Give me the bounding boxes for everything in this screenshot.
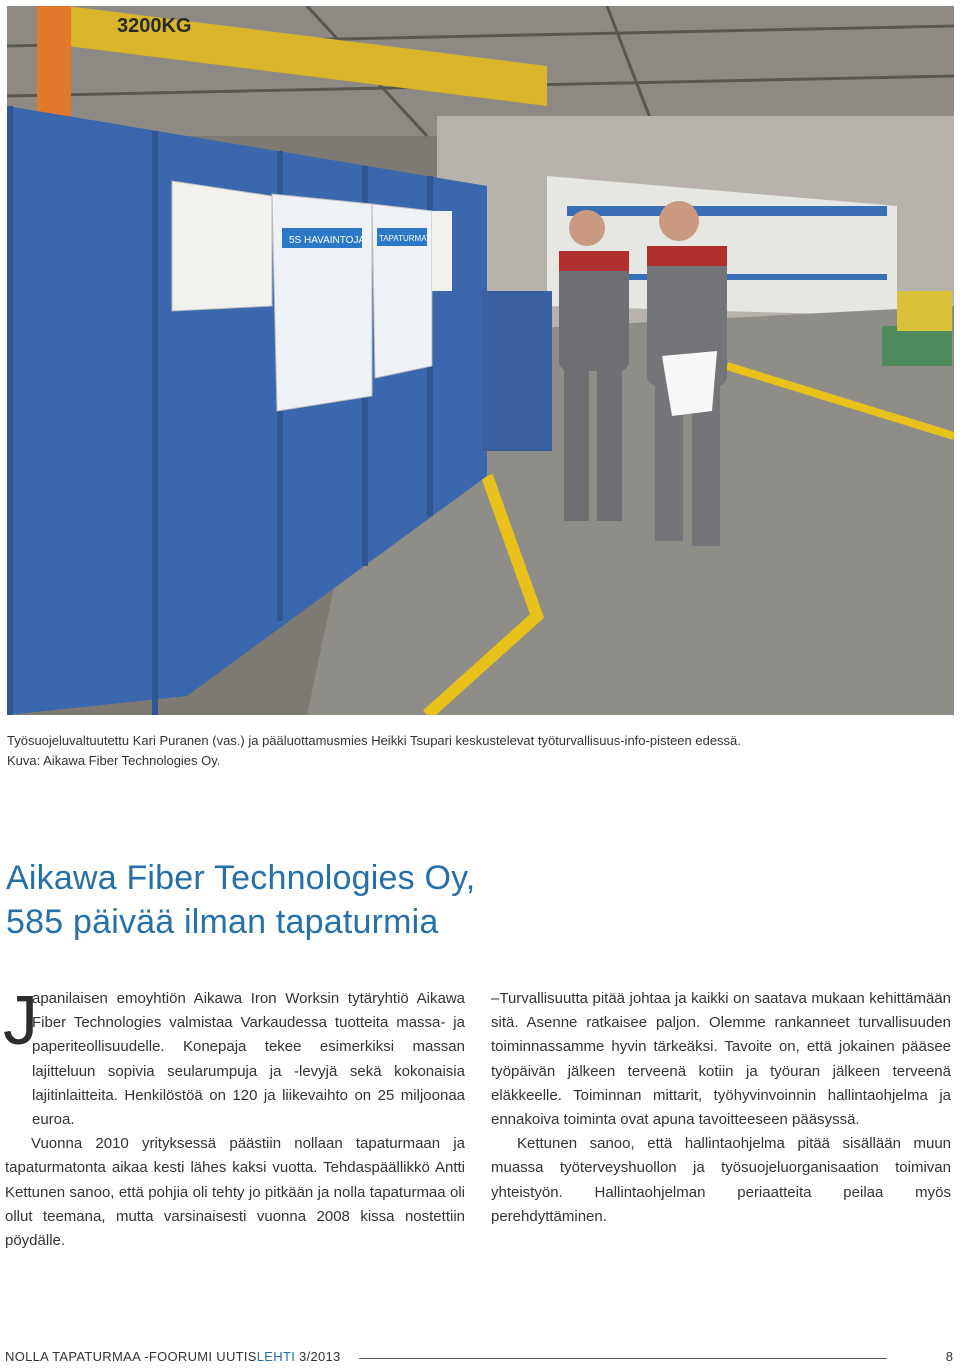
magazine-name — [5, 1349, 341, 1365]
paragraph-2: Vuonna 2010 yrityksessä päästiin nollaan tapaturmaan ja tapaturmatonta aikaa kesti lähes kaksi vuotta. Tehdaspäällikkö Antti Kettunen sanoo, että pohjia oli tehty jo pitkään ja nolla tapaturmaa oli ollut teemana, mutta varsinaisesti vuonna 2008 kissa nostettiin pöydälle. — [5, 1135, 465, 1250]
lead-paragraph-wrap — [3, 981, 465, 1132]
green-machine — [882, 326, 952, 366]
footer-rule — [359, 1358, 887, 1359]
article-headline — [6, 856, 706, 944]
page-number: 8 — [945, 1349, 953, 1364]
page-footer — [5, 1348, 957, 1368]
drop-cap: J — [3, 981, 38, 1059]
poster-tapaturmat-title: TAPATURMAT — [379, 234, 431, 243]
magazine-prefix: NOLLA TAPATURMAA -FOORUMI — [5, 1349, 217, 1364]
magazine-uutis: UUTIS — [216, 1349, 257, 1364]
poster-floorplan — [172, 181, 272, 311]
article-column-right — [491, 987, 951, 1229]
magazine-lehti: LEHTI — [256, 1349, 296, 1364]
paragraph-4: Kettunen sanoo, että hallintaohjelma pitää sisällään muun muassa työterveyshuollon ja työsuojeluorganisaation toimivan yhteistyön. Hallintaohjelman periaatteita peilaa myös perehdyttäminen. — [491, 1135, 951, 1225]
article-column-left — [3, 981, 465, 1253]
container-stripe — [567, 206, 887, 216]
lead-paragraph: apanilaisen emoyhtiön Aikawa Iron Worksin tytäryhtiö Aikawa Fiber Technologies valmistaa Varkaudessa tuotteita massa- ja paperiteollisuudelle. Konepaja tekee esimerkiksi massan lajitteluun sopivia seularumpuja ja -levyjä sekä kokonaisia lajitinlaitteita. Henkilöstöä on 120 ja liikevaihto on 25 miljoonaa euroa. — [32, 990, 465, 1129]
article-photo — [7, 6, 954, 715]
blue-cabinet — [482, 291, 552, 451]
orange-column — [37, 6, 71, 116]
caption-credit: Kuva: Aikawa Fiber Technologies Oy. — [7, 753, 221, 768]
headline-line-2: 585 päivää ilman tapaturmia — [6, 903, 439, 941]
poster-small — [432, 211, 452, 291]
photo-caption — [7, 731, 952, 771]
caption-line-1: Työsuojeluvaltuutettu Kari Puranen (vas.) ja pääluottamusmies Heikki Tsupari keskustelevat työturvallisuus-info-pisteen edessä. — [7, 733, 741, 748]
poster-5s-title: 5S HAVAINTOJA — [289, 235, 366, 246]
headline-line-1: Aikawa Fiber Technologies Oy, — [6, 859, 476, 897]
factory-photo-illustration — [7, 6, 954, 715]
yellow-box — [897, 291, 952, 331]
quote-paragraph: –Turvallisuutta pitää johtaa ja kaikki on saatava mukaan kehittämään sitä. Asenne ratkaisee paljon. Olemme rankanneet turvallisuuden toiminnassamme hyvin tärkeäksi. Tavoite on, että jokainen pääsee työpäivän jälkeen terveenä kotiin ja työuran jälkeen terveenä eläkkeelle. Toiminnan mittarit, työhyvinvoinnin hallintaohjelma ja ennakoiva toiminta ovat apuna tavoitteeseen pääsyssä. — [491, 990, 951, 1129]
crane-sign-text: 3200KG — [117, 15, 192, 37]
poster-5s — [272, 194, 372, 411]
magazine-issue: 3/2013 — [295, 1349, 341, 1364]
